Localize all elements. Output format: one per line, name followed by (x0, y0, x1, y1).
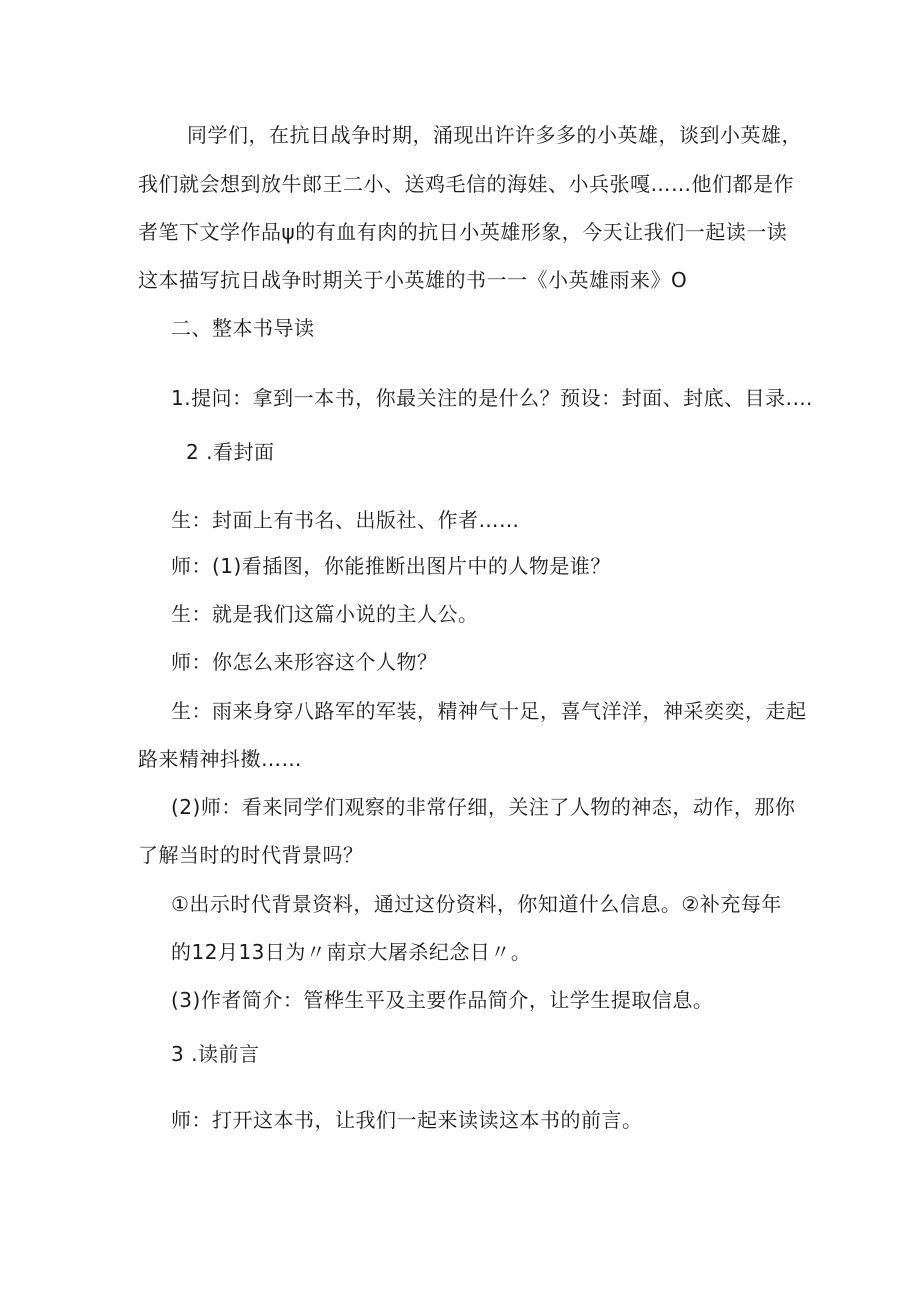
paragraph-line: 者笔下文学作品ψ的有血有肉的抗日小英雄形象，今天让我们一起读一读 (138, 220, 788, 244)
subsection-heading: 2 .看封面 (186, 440, 275, 464)
paragraph-line: 同学们，在抗日战争时期，涌现出许许多多的小英雄，谈到小英雄， (187, 123, 802, 147)
paragraph-line: 1.提问：拿到一本书，你最关注的是什么？预设：封面、封底、目录.… (171, 386, 813, 410)
paragraph-line: (2)师：看来同学们观察的非常仔细，关注了人物的神态，动作，那你 (171, 795, 796, 819)
paragraph-line: 师：你怎么来形容这个人物？ (171, 650, 438, 674)
paragraph-line: 了解当时的时代背景吗？ (138, 843, 364, 867)
paragraph-line: 的12月13日为〃南京大屠杀纪念日〃。 (171, 940, 532, 964)
paragraph-line: 师：打开这本书，让我们一起来读读这本书的前言。 (171, 1108, 643, 1132)
paragraph-line: 这本描写抗日战争时期关于小英雄的书一一《小英雄雨来》O (138, 268, 688, 292)
paragraph-line: 生：封面上有书名、出版社、作者…… (171, 508, 520, 532)
paragraph-line: ①出示时代背景资料，通过这份资料，你知道什么信息。②补充每年 (171, 892, 782, 916)
paragraph-line: (3)作者简介：管桦生平及主要作品简介，让学生提取信息。 (171, 988, 714, 1012)
paragraph-line: 生：雨来身穿八路军的军装，精神气十足，喜气洋洋，神采奕奕，走起 (171, 699, 807, 723)
paragraph-line: 我们就会想到放牛郎王二小、送鸡毛信的海娃、小兵张嘎……他们都是作 (138, 172, 794, 196)
section-heading: 二、整本书导读 (171, 316, 315, 340)
paragraph-line: 生：就是我们这篇小说的主人公。 (171, 602, 479, 626)
subsection-heading: 3 .读前言 (171, 1042, 260, 1066)
paragraph-line: 师：(1)看插图，你能推断出图片中的人物是谁？ (171, 554, 611, 578)
paragraph-line: 路来精神抖擞…… (138, 747, 302, 771)
